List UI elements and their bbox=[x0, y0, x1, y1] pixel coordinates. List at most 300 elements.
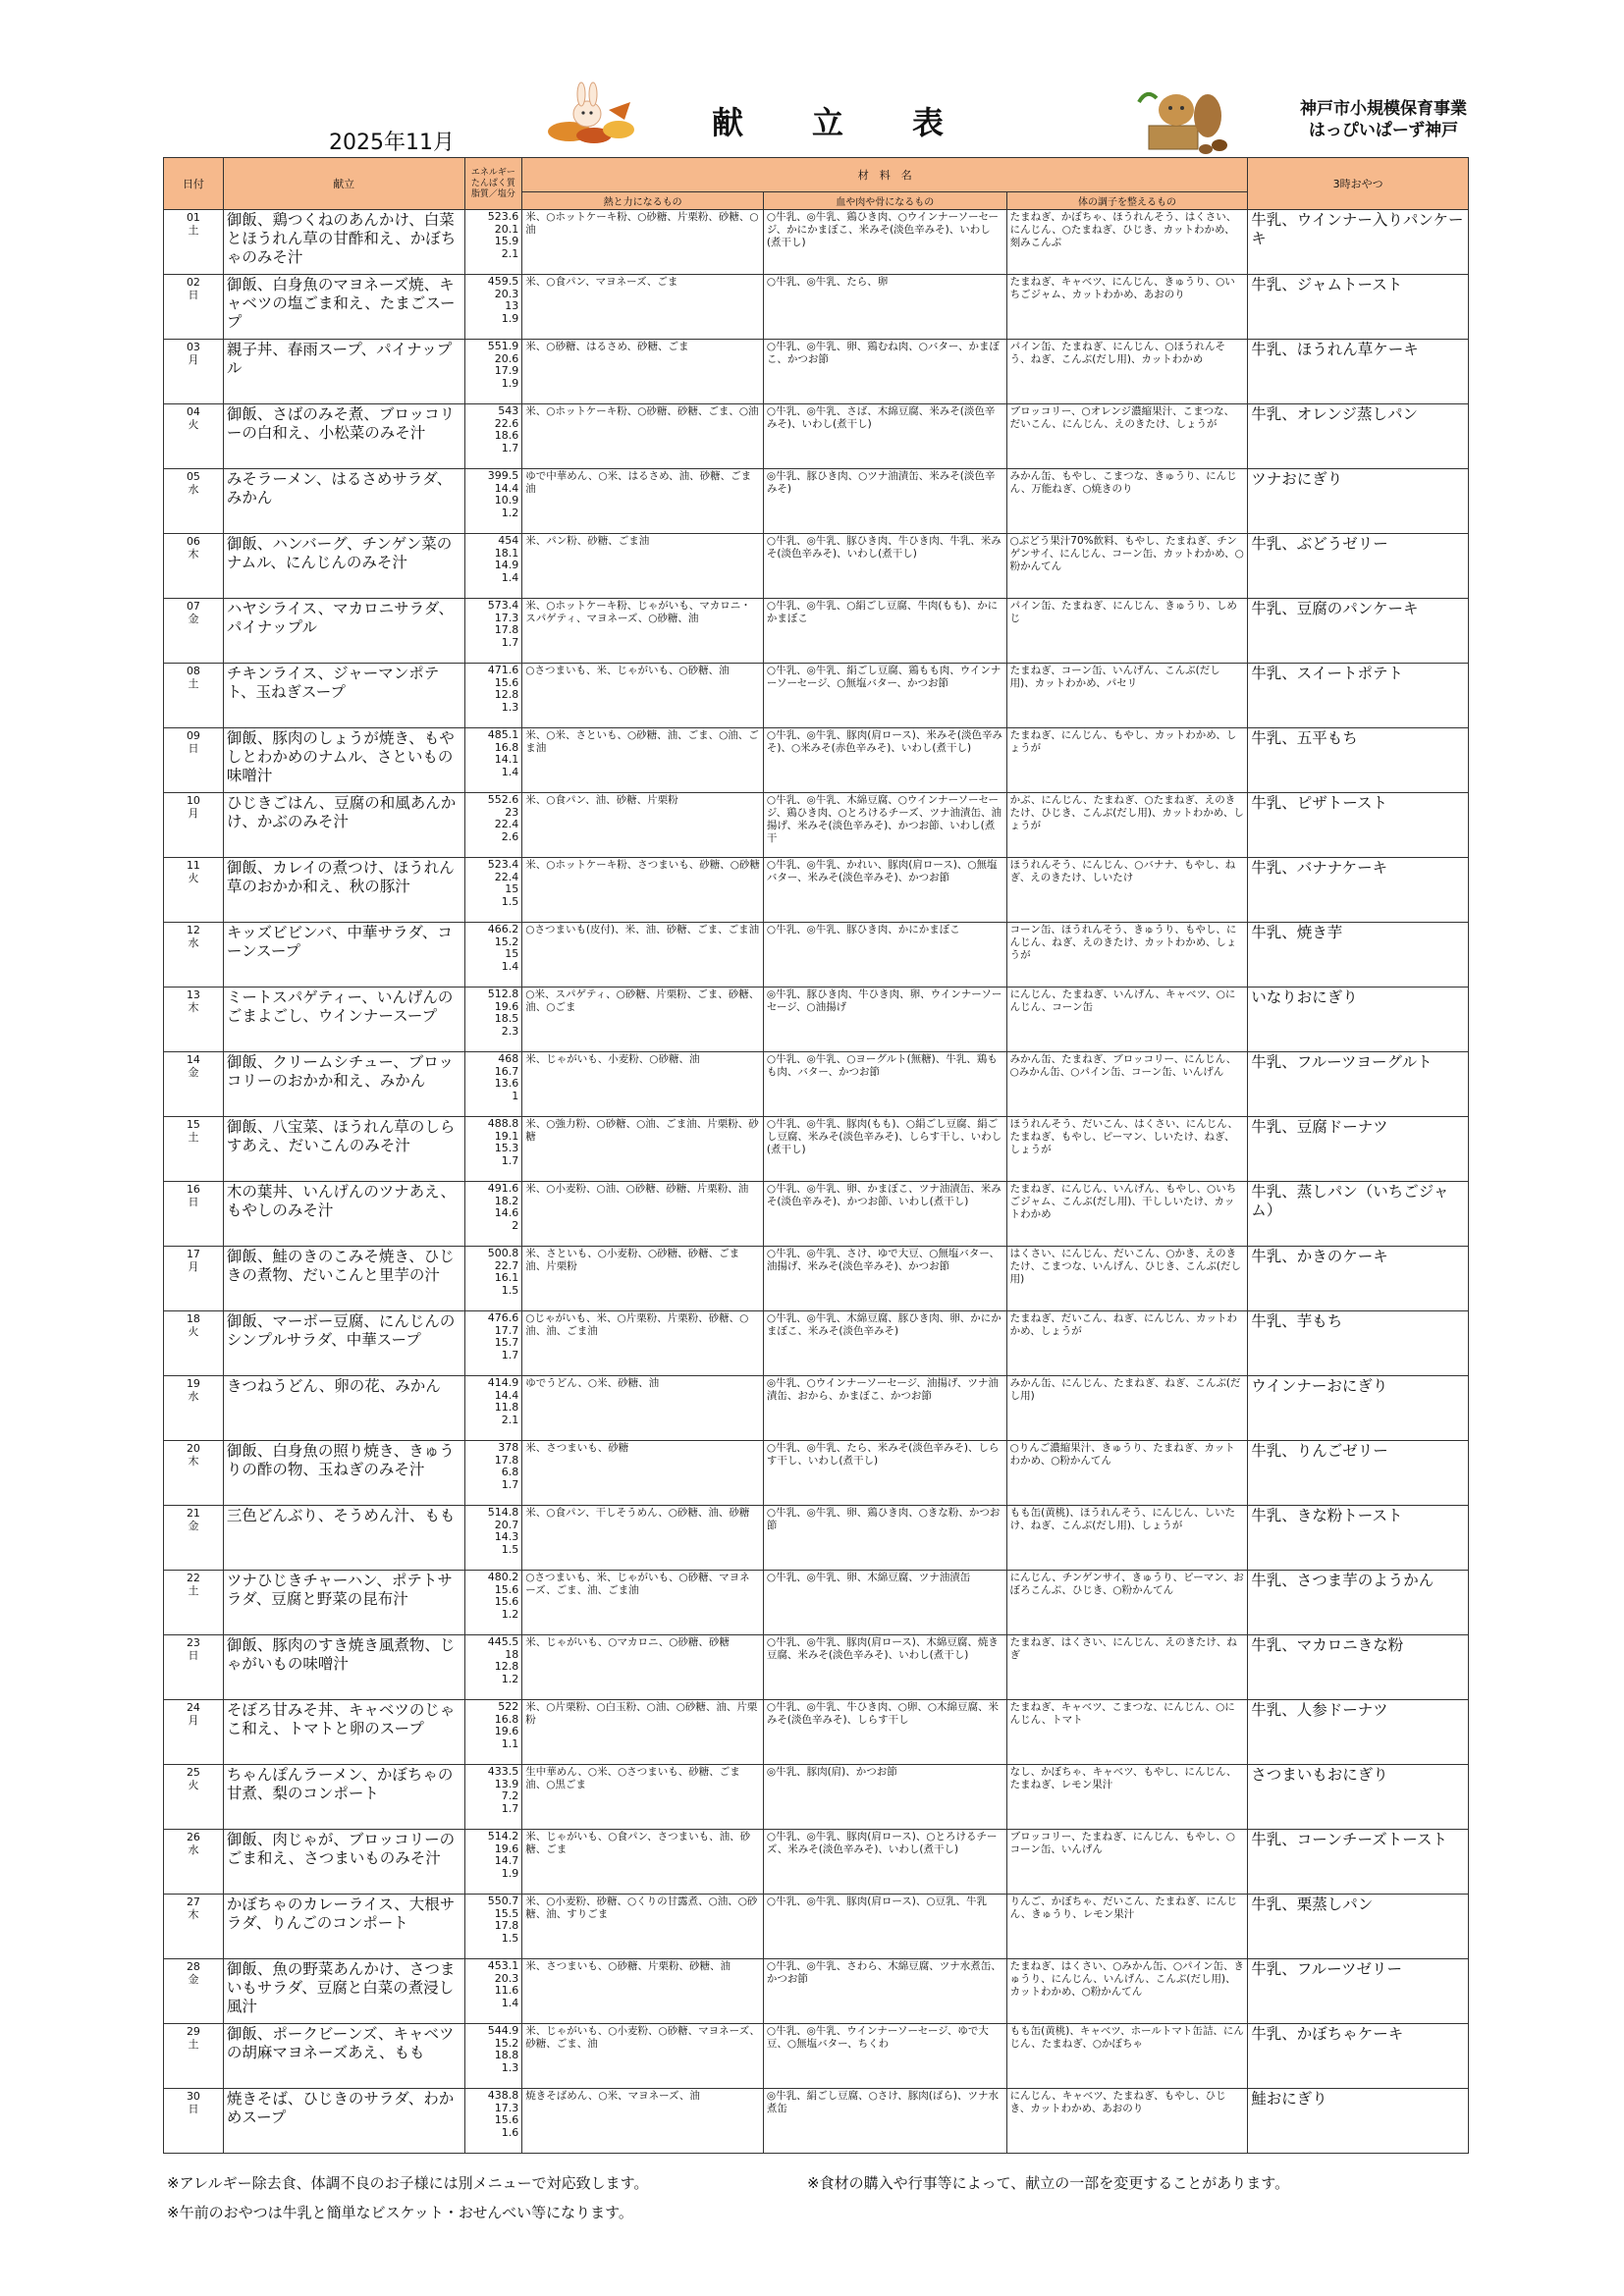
snack-cell: 牛乳、人参ドーナツ bbox=[1248, 1700, 1469, 1765]
page-title bbox=[712, 98, 944, 143]
table-row bbox=[164, 1571, 1469, 1635]
date-cell bbox=[164, 210, 224, 275]
day-number: 16 bbox=[186, 1183, 200, 1196]
protein-value: 14.4 bbox=[494, 481, 519, 495]
energy-value: 500.8 bbox=[487, 1247, 519, 1259]
protein-value: 16.8 bbox=[494, 740, 519, 754]
protein-value: 23 bbox=[505, 805, 519, 819]
energy-value: 399.5 bbox=[487, 469, 519, 482]
protein-value: 19.1 bbox=[494, 1129, 519, 1143]
salt-value: 1.7 bbox=[501, 1477, 519, 1491]
nutrition-cell bbox=[464, 599, 522, 664]
table-row bbox=[164, 664, 1469, 728]
salt-value: 1.9 bbox=[501, 1866, 519, 1880]
salt-value: 2.1 bbox=[501, 1413, 519, 1426]
tone-foods-cell: たまねぎ、はくさい、○みかん缶、○パイン缶、きゅうり、にんじん、いんげん、こんぶ(だし用)、カットわかめ、○粉かんてん bbox=[1006, 1959, 1248, 2024]
nutrition-cell bbox=[464, 1895, 522, 1959]
title-char: 献 bbox=[712, 104, 744, 141]
menu-cell: 御飯、豚肉のしょうが焼き、もやしとわかめのナムル、さといもの味噌汁 bbox=[223, 728, 464, 793]
energy-value: 438.8 bbox=[487, 2089, 519, 2102]
salt-value: 1.3 bbox=[501, 700, 519, 714]
protein-value: 19.6 bbox=[494, 1842, 519, 1855]
body-foods-cell: ◎牛乳、豚ひき肉、牛ひき肉、卵、ウインナーソーセージ、○油揚げ bbox=[763, 988, 1006, 1052]
table-row bbox=[164, 728, 1469, 793]
col-energy-foods: 熱と力になるもの bbox=[522, 192, 764, 210]
tone-foods-cell: かぶ、にんじん、たまねぎ、○たまねぎ、えのきたけ、ひじき、こんぶ(だし用)、カットわかめ、しょうが bbox=[1006, 793, 1248, 858]
energy-value: 552.6 bbox=[487, 793, 519, 806]
nutrition-cell bbox=[464, 1506, 522, 1571]
salt-value: 1.4 bbox=[501, 1996, 519, 2009]
menu-body bbox=[164, 210, 1469, 2154]
col-menu: 献立 bbox=[223, 158, 464, 210]
title-char: 表 bbox=[912, 104, 945, 141]
energy-value: 543 bbox=[498, 404, 519, 417]
protein-value: 18.1 bbox=[494, 546, 519, 560]
weekday: 土 bbox=[188, 224, 199, 237]
energy-foods-cell: ゆで中華めん、○米、はるさめ、油、砂糖、ごま油 bbox=[522, 469, 764, 534]
col-tone-foods: 体の調子を整えるもの bbox=[1006, 192, 1248, 210]
menu-table bbox=[163, 157, 1469, 2154]
date-cell bbox=[164, 599, 224, 664]
body-foods-cell: ○牛乳、◎牛乳、木綿豆腐、○ウインナーソーセージ、鶏ひき肉、○とろけるチーズ、ツナ油漬缶、油揚げ、米みそ(淡色辛みそ)、かつお節、いわし(煮干 bbox=[763, 793, 1006, 858]
weekday: 火 bbox=[188, 418, 199, 431]
snack-cell: 牛乳、五平もち bbox=[1248, 728, 1469, 793]
salt-value: 1 bbox=[512, 1089, 519, 1102]
snack-cell: 牛乳、ほうれん草ケーキ bbox=[1248, 340, 1469, 404]
weekday: 水 bbox=[188, 1390, 199, 1403]
tone-foods-cell: みかん缶、にんじん、たまねぎ、ねぎ、こんぶ(だし用) bbox=[1006, 1376, 1248, 1441]
weekday: 金 bbox=[188, 1520, 199, 1532]
energy-value: 378 bbox=[498, 1441, 519, 1454]
menu-cell: ツナひじきチャーハン、ポテトサラダ、豆腐と野菜の昆布汁 bbox=[223, 1571, 464, 1635]
weekday: 金 bbox=[188, 613, 199, 625]
tone-foods-cell: りんご、かぼちゃ、だいこん、たまねぎ、にんじん、きゅうり、レモン果汁 bbox=[1006, 1895, 1248, 1959]
salt-value: 1.7 bbox=[501, 1348, 519, 1362]
snack-cell: 牛乳、豆腐のパンケーキ bbox=[1248, 599, 1469, 664]
table-row bbox=[164, 1247, 1469, 1311]
fat-value: 12.8 bbox=[494, 1660, 519, 1674]
energy-value: 471.6 bbox=[487, 664, 519, 676]
body-foods-cell: ◎牛乳、絹ごし豆腐、○さけ、豚肉(ばら)、ツナ水煮缶 bbox=[763, 2089, 1006, 2154]
table-row bbox=[164, 1311, 1469, 1376]
date-cell bbox=[164, 1247, 224, 1311]
snack-cell: 牛乳、りんごゼリー bbox=[1248, 1441, 1469, 1506]
body-foods-cell: ○牛乳、◎牛乳、かれい、豚肉(肩ロース)、○無塩バター、米みそ(淡色辛みそ)、かつお節 bbox=[763, 858, 1006, 923]
table-row bbox=[164, 599, 1469, 664]
fat-value: 18.6 bbox=[494, 429, 519, 443]
salt-value: 1.5 bbox=[501, 1931, 519, 1945]
day-number: 21 bbox=[186, 1507, 200, 1520]
table-row bbox=[164, 275, 1469, 340]
energy-foods-cell: 米、○ホットケーキ粉、○砂糖、片栗粉、砂糖、○油 bbox=[522, 210, 764, 275]
energy-value: 459.5 bbox=[487, 275, 519, 288]
fat-value: 12.8 bbox=[494, 688, 519, 702]
table-row bbox=[164, 404, 1469, 469]
menu-cell: そぼろ甘みそ丼、キャベツのじゃこ和え、トマトと卵のスープ bbox=[223, 1700, 464, 1765]
day-number: 14 bbox=[186, 1053, 200, 1066]
body-foods-cell: ○牛乳、◎牛乳、○絹ごし豆腐、牛肉(もも)、かにかまぼこ bbox=[763, 599, 1006, 664]
protein-value: 16.8 bbox=[494, 1712, 519, 1726]
date-cell bbox=[164, 1959, 224, 2024]
col-nutrition bbox=[464, 158, 522, 210]
day-number: 28 bbox=[186, 1960, 200, 1973]
date-cell bbox=[164, 1635, 224, 1700]
nutrition-cell bbox=[464, 340, 522, 404]
tone-foods-cell: にんじん、キャベツ、たまねぎ、もやし、ひじき、カットわかめ、あおのり bbox=[1006, 2089, 1248, 2154]
menu-cell: 御飯、クリームシチュー、ブロッコリーのおかか和え、みかん bbox=[223, 1052, 464, 1117]
fat-value: 17.9 bbox=[494, 364, 519, 378]
menu-cell: ハヤシライス、マカロニサラダ、パイナップル bbox=[223, 599, 464, 664]
day-number: 26 bbox=[186, 1831, 200, 1843]
date-cell bbox=[164, 469, 224, 534]
body-foods-cell: ○牛乳、◎牛乳、豚肉(肩ロース)、○豆乳、牛乳 bbox=[763, 1895, 1006, 1959]
energy-value: 514.8 bbox=[487, 1506, 519, 1519]
body-foods-cell: ○牛乳、◎牛乳、卵、鶏むね肉、○バター、かまぼこ、かつお節 bbox=[763, 340, 1006, 404]
table-row bbox=[164, 1765, 1469, 1830]
energy-foods-cell: 生中華めん、○米、○さつまいも、砂糖、ごま油、○黒ごま bbox=[522, 1765, 764, 1830]
weekday: 水 bbox=[188, 1843, 199, 1856]
day-number: 30 bbox=[186, 2090, 200, 2103]
date-cell bbox=[164, 1700, 224, 1765]
tone-foods-cell: たまねぎ、だいこん、ねぎ、にんじん、カットわかめ、しょうが bbox=[1006, 1311, 1248, 1376]
weekday: 土 bbox=[188, 677, 199, 690]
date-cell bbox=[164, 793, 224, 858]
body-foods-cell: ○牛乳、◎牛乳、さわら、木綿豆腐、ツナ水煮缶、かつお節 bbox=[763, 1959, 1006, 2024]
weekday: 土 bbox=[188, 1584, 199, 1597]
fat-value: 17.8 bbox=[494, 623, 519, 637]
energy-value: 488.8 bbox=[487, 1117, 519, 1130]
energy-value: 466.2 bbox=[487, 923, 519, 935]
protein-value: 17.3 bbox=[494, 2101, 519, 2114]
weekday: 火 bbox=[188, 1325, 199, 1338]
day-number: 12 bbox=[186, 924, 200, 936]
footer-note-snack: ※午前のおやつは牛乳と簡単なビスケット・おせんべい等になります。 bbox=[167, 2204, 633, 2221]
date-cell bbox=[164, 340, 224, 404]
day-number: 03 bbox=[186, 341, 200, 353]
tone-foods-cell: にんじん、たまねぎ、いんげん、キャベツ、○にんじん、コーン缶 bbox=[1006, 988, 1248, 1052]
snack-cell: 牛乳、焼き芋 bbox=[1248, 923, 1469, 988]
menu-cell: 御飯、カレイの煮つけ、ほうれん草のおかか和え、秋の豚汁 bbox=[223, 858, 464, 923]
table-row bbox=[164, 1441, 1469, 1506]
protein-value: 19.6 bbox=[494, 999, 519, 1013]
energy-foods-cell: 米、○片栗粉、○白玉粉、○油、○砂糖、油、片栗粉 bbox=[522, 1700, 764, 1765]
table-row bbox=[164, 469, 1469, 534]
energy-foods-cell: 米、じゃがいも、○小麦粉、○砂糖、マヨネーズ、砂糖、ごま、油 bbox=[522, 2024, 764, 2089]
table-row bbox=[164, 1117, 1469, 1182]
tone-foods-cell: たまねぎ、かぼちゃ、ほうれんそう、はくさい、にんじん、○たまねぎ、ひじき、カットわかめ、刻みこんぶ bbox=[1006, 210, 1248, 275]
nutrition-header-line: 脂質／塩分 bbox=[470, 188, 515, 199]
energy-foods-cell: 米、○ホットケーキ粉、○砂糖、砂糖、ごま、○油 bbox=[522, 404, 764, 469]
body-foods-cell: ○牛乳、◎牛乳、○ヨーグルト(無糖)、牛乳、鶏もも肉、バター、かつお節 bbox=[763, 1052, 1006, 1117]
weekday: 月 bbox=[188, 807, 199, 820]
protein-value: 17.3 bbox=[494, 611, 519, 624]
nutrition-cell bbox=[464, 664, 522, 728]
energy-foods-cell: 米、○食パン、油、砂糖、片栗粉 bbox=[522, 793, 764, 858]
day-number: 25 bbox=[186, 1766, 200, 1779]
fat-value: 14.7 bbox=[494, 1854, 519, 1868]
tone-foods-cell: はくさい、にんじん、だいこん、○かき、えのきたけ、こまつな、いんげん、ひじき、こんぶ(だし用) bbox=[1006, 1247, 1248, 1311]
day-number: 11 bbox=[186, 859, 200, 872]
table-row bbox=[164, 1182, 1469, 1247]
energy-foods-cell: 米、○小麦粉、砂糖、○くりの甘露煮、○油、○砂糖、油、すりごま bbox=[522, 1895, 764, 1959]
energy-foods-cell: 米、じゃがいも、○食パン、さつまいも、油、砂糖、ごま bbox=[522, 1830, 764, 1895]
nutrition-cell bbox=[464, 1571, 522, 1635]
col-snack: 3時おやつ bbox=[1248, 158, 1469, 210]
date-cell bbox=[164, 1052, 224, 1117]
salt-value: 1.9 bbox=[501, 376, 519, 390]
day-number: 01 bbox=[186, 211, 200, 224]
tone-foods-cell: たまねぎ、キャベツ、こまつな、にんじん、○にんじん、トマト bbox=[1006, 1700, 1248, 1765]
menu-cell: 御飯、ハンバーグ、チンゲン菜のナムル、にんじんのみそ汁 bbox=[223, 534, 464, 599]
col-ingredients: 材 料 名 bbox=[522, 158, 1248, 192]
tone-foods-cell: たまねぎ、キャベツ、にんじん、きゅうり、○いちごジャム、カットわかめ、あおのり bbox=[1006, 275, 1248, 340]
salt-value: 1.5 bbox=[501, 894, 519, 908]
protein-value: 20.3 bbox=[494, 1971, 519, 1985]
body-foods-cell: ○牛乳、◎牛乳、豚肉(肩ロース)、○とろけるチーズ、米みそ(淡色辛みそ)、いわし(煮干し) bbox=[763, 1830, 1006, 1895]
weekday: 木 bbox=[188, 1908, 199, 1921]
nutrition-cell bbox=[464, 1765, 522, 1830]
table-row bbox=[164, 1506, 1469, 1571]
tone-foods-cell: ○りんご濃縮果汁、きゅうり、たまねぎ、カットわかめ、○粉かんてん bbox=[1006, 1441, 1248, 1506]
energy-foods-cell: 焼きそばめん、○米、マヨネーズ、油 bbox=[522, 2089, 764, 2154]
fat-value: 15.7 bbox=[494, 1336, 519, 1350]
energy-foods-cell: ○じゃがいも、米、○片栗粉、片栗粉、砂糖、○油、油、ごま油 bbox=[522, 1311, 764, 1376]
date-cell bbox=[164, 1376, 224, 1441]
date-cell bbox=[164, 404, 224, 469]
protein-value: 20.6 bbox=[494, 351, 519, 365]
date-cell bbox=[164, 923, 224, 988]
body-foods-cell: ○牛乳、◎牛乳、たら、米みそ(淡色辛みそ)、しらす干し、いわし(煮干し) bbox=[763, 1441, 1006, 1506]
salt-value: 1.2 bbox=[501, 506, 519, 519]
date-cell bbox=[164, 1571, 224, 1635]
nutrition-cell bbox=[464, 275, 522, 340]
table-row bbox=[164, 793, 1469, 858]
protein-value: 17.8 bbox=[494, 1453, 519, 1467]
fat-value: 15 bbox=[505, 882, 519, 896]
day-number: 27 bbox=[186, 1896, 200, 1908]
snack-cell: 牛乳、フルーツゼリー bbox=[1248, 1959, 1469, 2024]
salt-value: 1.9 bbox=[501, 311, 519, 325]
snack-cell: 牛乳、コーンチーズトースト bbox=[1248, 1830, 1469, 1895]
body-foods-cell: ○牛乳、◎牛乳、卵、鶏ひき肉、○きな粉、かつお節 bbox=[763, 1506, 1006, 1571]
nutrition-cell bbox=[464, 1247, 522, 1311]
date-cell bbox=[164, 1182, 224, 1247]
menu-cell: チキンライス、ジャーマンポテト、玉ねぎスープ bbox=[223, 664, 464, 728]
snack-cell: 牛乳、オレンジ蒸しパン bbox=[1248, 404, 1469, 469]
body-foods-cell: ◎牛乳、豚肉(肩)、かつお節 bbox=[763, 1765, 1006, 1830]
snack-cell: ウインナーおにぎり bbox=[1248, 1376, 1469, 1441]
body-foods-cell: ○牛乳、◎牛乳、牛ひき肉、○卵、○木綿豆腐、米みそ(淡色辛みそ)、しらす干し bbox=[763, 1700, 1006, 1765]
day-number: 07 bbox=[186, 600, 200, 613]
date-cell bbox=[164, 858, 224, 923]
day-number: 02 bbox=[186, 276, 200, 289]
energy-value: 453.1 bbox=[487, 1959, 519, 1972]
tone-foods-cell: ブロッコリー、○オレンジ濃縮果汁、こまつな、だいこん、にんじん、えのきたけ、しょうが bbox=[1006, 404, 1248, 469]
tone-foods-cell: パイン缶、たまねぎ、にんじん、きゅうり、しめじ bbox=[1006, 599, 1248, 664]
menu-cell: 三色どんぶり、そうめん汁、もも bbox=[223, 1506, 464, 1571]
body-foods-cell: ○牛乳、◎牛乳、さば、木綿豆腐、米みそ(淡色辛みそ)、いわし(煮干し) bbox=[763, 404, 1006, 469]
fat-value: 14.6 bbox=[494, 1206, 519, 1220]
nutrition-cell bbox=[464, 469, 522, 534]
body-foods-cell: ○牛乳、◎牛乳、豚肉(もも)、○絹ごし豆腐、絹ごし豆腐、米みそ(淡色辛みそ)、しらす干し、いわし(煮干し) bbox=[763, 1117, 1006, 1182]
tone-foods-cell: パイン缶、たまねぎ、にんじん、○ほうれんそう、ねぎ、こんぶ(だし用)、カットわかめ bbox=[1006, 340, 1248, 404]
energy-value: 544.9 bbox=[487, 2024, 519, 2037]
weekday: 日 bbox=[188, 1649, 199, 1662]
date-cell bbox=[164, 534, 224, 599]
weekday: 日 bbox=[188, 289, 199, 301]
autumn-rabbit-illustration bbox=[540, 80, 648, 149]
energy-value: 445.5 bbox=[487, 1635, 519, 1648]
energy-foods-cell: 米、○米、さといも、○砂糖、油、ごま、○油、ごま油 bbox=[522, 728, 764, 793]
salt-value: 2.6 bbox=[501, 829, 519, 843]
day-number: 22 bbox=[186, 1572, 200, 1584]
protein-value: 13.9 bbox=[494, 1777, 519, 1790]
day-number: 17 bbox=[186, 1248, 200, 1260]
fat-value: 6.8 bbox=[501, 1466, 519, 1479]
salt-value: 1.6 bbox=[501, 2125, 519, 2139]
salt-value: 1.4 bbox=[501, 570, 519, 584]
tone-foods-cell: ほうれんそう、にんじん、○バナナ、もやし、ねぎ、えのきたけ、しいたけ bbox=[1006, 858, 1248, 923]
table-row bbox=[164, 1700, 1469, 1765]
salt-value: 2.1 bbox=[501, 246, 519, 260]
salt-value: 1.2 bbox=[501, 1672, 519, 1685]
energy-foods-cell: 米、じゃがいも、○マカロニ、○砂糖、砂糖 bbox=[522, 1635, 764, 1700]
energy-foods-cell: 米、パン粉、砂糖、ごま油 bbox=[522, 534, 764, 599]
nutrition-cell bbox=[464, 404, 522, 469]
weekday: 火 bbox=[188, 872, 199, 884]
date-cell bbox=[164, 1765, 224, 1830]
nutrition-cell bbox=[464, 793, 522, 858]
fat-value: 14.1 bbox=[494, 753, 519, 767]
snack-cell: 牛乳、フルーツヨーグルト bbox=[1248, 1052, 1469, 1117]
menu-cell: 御飯、肉じゃが、ブロッコリーのごま和え、さつまいものみそ汁 bbox=[223, 1830, 464, 1895]
energy-foods-cell: 米、○砂糖、はるさめ、砂糖、ごま bbox=[522, 340, 764, 404]
energy-foods-cell: 米、さといも、○小麦粉、○砂糖、砂糖、ごま油、片栗粉 bbox=[522, 1247, 764, 1311]
protein-value: 20.1 bbox=[494, 222, 519, 236]
energy-foods-cell: 米、さつまいも、○砂糖、片栗粉、砂糖、油 bbox=[522, 1959, 764, 2024]
fat-value: 17.8 bbox=[494, 1919, 519, 1933]
table-row bbox=[164, 534, 1469, 599]
fat-value: 15.6 bbox=[494, 1595, 519, 1609]
squirrel-acorn-illustration bbox=[1129, 80, 1237, 155]
energy-value: 551.9 bbox=[487, 340, 519, 352]
body-foods-cell: ○牛乳、◎牛乳、鶏ひき肉、○ウインナーソーセージ、かにかまぼこ、米みそ(淡色辛みそ)、いわし(煮干し) bbox=[763, 210, 1006, 275]
snack-cell: 牛乳、栗蒸しパン bbox=[1248, 1895, 1469, 1959]
table-row bbox=[164, 923, 1469, 988]
fat-value: 15.3 bbox=[494, 1142, 519, 1155]
menu-cell: 親子丼、春雨スープ、パイナップル bbox=[223, 340, 464, 404]
fat-value: 14.3 bbox=[494, 1530, 519, 1544]
snack-cell: 牛乳、スイートポテト bbox=[1248, 664, 1469, 728]
energy-foods-cell: 米、○ホットケーキ粉、さつまいも、砂糖、○砂糖 bbox=[522, 858, 764, 923]
tone-foods-cell: たまねぎ、にんじん、いんげん、もやし、○いちごジャム、こんぶ(だし用)、干ししいたけ、カットわかめ bbox=[1006, 1182, 1248, 1247]
body-foods-cell: ○牛乳、◎牛乳、豚ひき肉、牛ひき肉、牛乳、米みそ(淡色辛みそ)、いわし(煮干し) bbox=[763, 534, 1006, 599]
nutrition-cell bbox=[464, 923, 522, 988]
tone-foods-cell: たまねぎ、コーン缶、いんげん、こんぶ(だし用)、カットわかめ、パセリ bbox=[1006, 664, 1248, 728]
menu-cell: 御飯、鮭のきのこみそ焼き、ひじきの煮物、だいこんと里芋の汁 bbox=[223, 1247, 464, 1311]
energy-foods-cell: ○さつまいも、米、じゃがいも、○砂糖、マヨネーズ、ごま、油、ごま油 bbox=[522, 1571, 764, 1635]
date-cell bbox=[164, 2024, 224, 2089]
table-row bbox=[164, 210, 1469, 275]
weekday: 日 bbox=[188, 742, 199, 755]
salt-value: 1.2 bbox=[501, 1607, 519, 1621]
date-cell bbox=[164, 728, 224, 793]
snack-cell: 牛乳、ジャムトースト bbox=[1248, 275, 1469, 340]
tone-foods-cell: コーン缶、ほうれんそう、きゅうり、もやし、にんじん、ねぎ、えのきたけ、カットわかめ、しょうが bbox=[1006, 923, 1248, 988]
day-number: 18 bbox=[186, 1312, 200, 1325]
energy-foods-cell: 米、さつまいも、砂糖 bbox=[522, 1441, 764, 1506]
energy-value: 573.4 bbox=[487, 599, 519, 612]
fat-value: 19.6 bbox=[494, 1725, 519, 1738]
energy-foods-cell: ○さつまいも、米、じゃがいも、○砂糖、油 bbox=[522, 664, 764, 728]
body-foods-cell: ◎牛乳、豚ひき肉、○ツナ油漬缶、米みそ(淡色辛みそ) bbox=[763, 469, 1006, 534]
energy-value: 414.9 bbox=[487, 1376, 519, 1389]
snack-cell: 牛乳、きな粉トースト bbox=[1248, 1506, 1469, 1571]
nutrition-cell bbox=[464, 2024, 522, 2089]
energy-foods-cell: ○米、スパゲティ、○砂糖、片栗粉、ごま、砂糖、油、○ごま bbox=[522, 988, 764, 1052]
date-cell bbox=[164, 1311, 224, 1376]
table-row bbox=[164, 1895, 1469, 1959]
snack-cell: 牛乳、ピザトースト bbox=[1248, 793, 1469, 858]
body-foods-cell: ○牛乳、◎牛乳、ウインナーソーセージ、ゆで大豆、○無塩バター、ちくわ bbox=[763, 2024, 1006, 2089]
energy-value: 485.1 bbox=[487, 728, 519, 741]
menu-cell: 御飯、白身魚のマヨネーズ焼、キャベツの塩ごま和え、たまごスープ bbox=[223, 275, 464, 340]
date-cell bbox=[164, 1441, 224, 1506]
protein-value: 14.4 bbox=[494, 1388, 519, 1402]
salt-value: 1.4 bbox=[501, 959, 519, 973]
fat-value: 15.9 bbox=[494, 235, 519, 248]
body-foods-cell: ○牛乳、◎牛乳、さけ、ゆで大豆、○無塩バター、油揚げ、米みそ(淡色辛みそ)、かつお節 bbox=[763, 1247, 1006, 1311]
menu-cell: 木の葉丼、いんげんのツナあえ、もやしのみそ汁 bbox=[223, 1182, 464, 1247]
day-number: 23 bbox=[186, 1636, 200, 1649]
table-row bbox=[164, 2089, 1469, 2154]
body-foods-cell: ○牛乳、◎牛乳、豚肉(肩ロース)、米みそ(淡色辛みそ)、○米みそ(赤色辛みそ)、いわし(煮干し) bbox=[763, 728, 1006, 793]
snack-cell: 牛乳、さつま芋のようかん bbox=[1248, 1571, 1469, 1635]
menu-cell: ちゃんぽんラーメン、かぼちゃの甘煮、梨のコンポート bbox=[223, 1765, 464, 1830]
protein-value: 16.7 bbox=[494, 1064, 519, 1078]
day-number: 15 bbox=[186, 1118, 200, 1131]
menu-cell: きつねうどん、卵の花、みかん bbox=[223, 1376, 464, 1441]
energy-value: 480.2 bbox=[487, 1571, 519, 1583]
date-cell bbox=[164, 1830, 224, 1895]
col-date: 日付 bbox=[164, 158, 224, 210]
fat-value: 11.6 bbox=[494, 1984, 519, 1998]
table-row bbox=[164, 1376, 1469, 1441]
salt-value: 2 bbox=[512, 1218, 519, 1232]
nutrition-header-line: エネルギー bbox=[470, 167, 515, 178]
snack-cell: 牛乳、かぼちゃケーキ bbox=[1248, 2024, 1469, 2089]
tone-foods-cell: たまねぎ、にんじん、もやし、カットわかめ、しょうが bbox=[1006, 728, 1248, 793]
weekday: 金 bbox=[188, 1066, 199, 1079]
date-cell bbox=[164, 275, 224, 340]
protein-value: 15.5 bbox=[494, 1906, 519, 1920]
snack-cell: 牛乳、豆腐ドーナツ bbox=[1248, 1117, 1469, 1182]
snack-cell: 牛乳、かきのケーキ bbox=[1248, 1247, 1469, 1311]
nutrition-cell bbox=[464, 210, 522, 275]
menu-cell: 御飯、豚肉のすき焼き風煮物、じゃがいもの味噌汁 bbox=[223, 1635, 464, 1700]
date-cell bbox=[164, 2089, 224, 2154]
salt-value: 1.5 bbox=[501, 1283, 519, 1297]
nutrition-cell bbox=[464, 1182, 522, 1247]
snack-cell: いなりおにぎり bbox=[1248, 988, 1469, 1052]
salt-value: 1.1 bbox=[501, 1736, 519, 1750]
weekday: 水 bbox=[188, 483, 199, 496]
tone-foods-cell: もも缶(黄桃)、ほうれんそう、にんじん、しいたけ、ねぎ、こんぶ(だし用)、しょうが bbox=[1006, 1506, 1248, 1571]
salt-value: 1.5 bbox=[501, 1542, 519, 1556]
menu-cell: 御飯、マーボー豆腐、にんじんのシンプルサラダ、中華スープ bbox=[223, 1311, 464, 1376]
fat-value: 14.9 bbox=[494, 559, 519, 572]
snack-cell: さつまいもおにぎり bbox=[1248, 1765, 1469, 1830]
